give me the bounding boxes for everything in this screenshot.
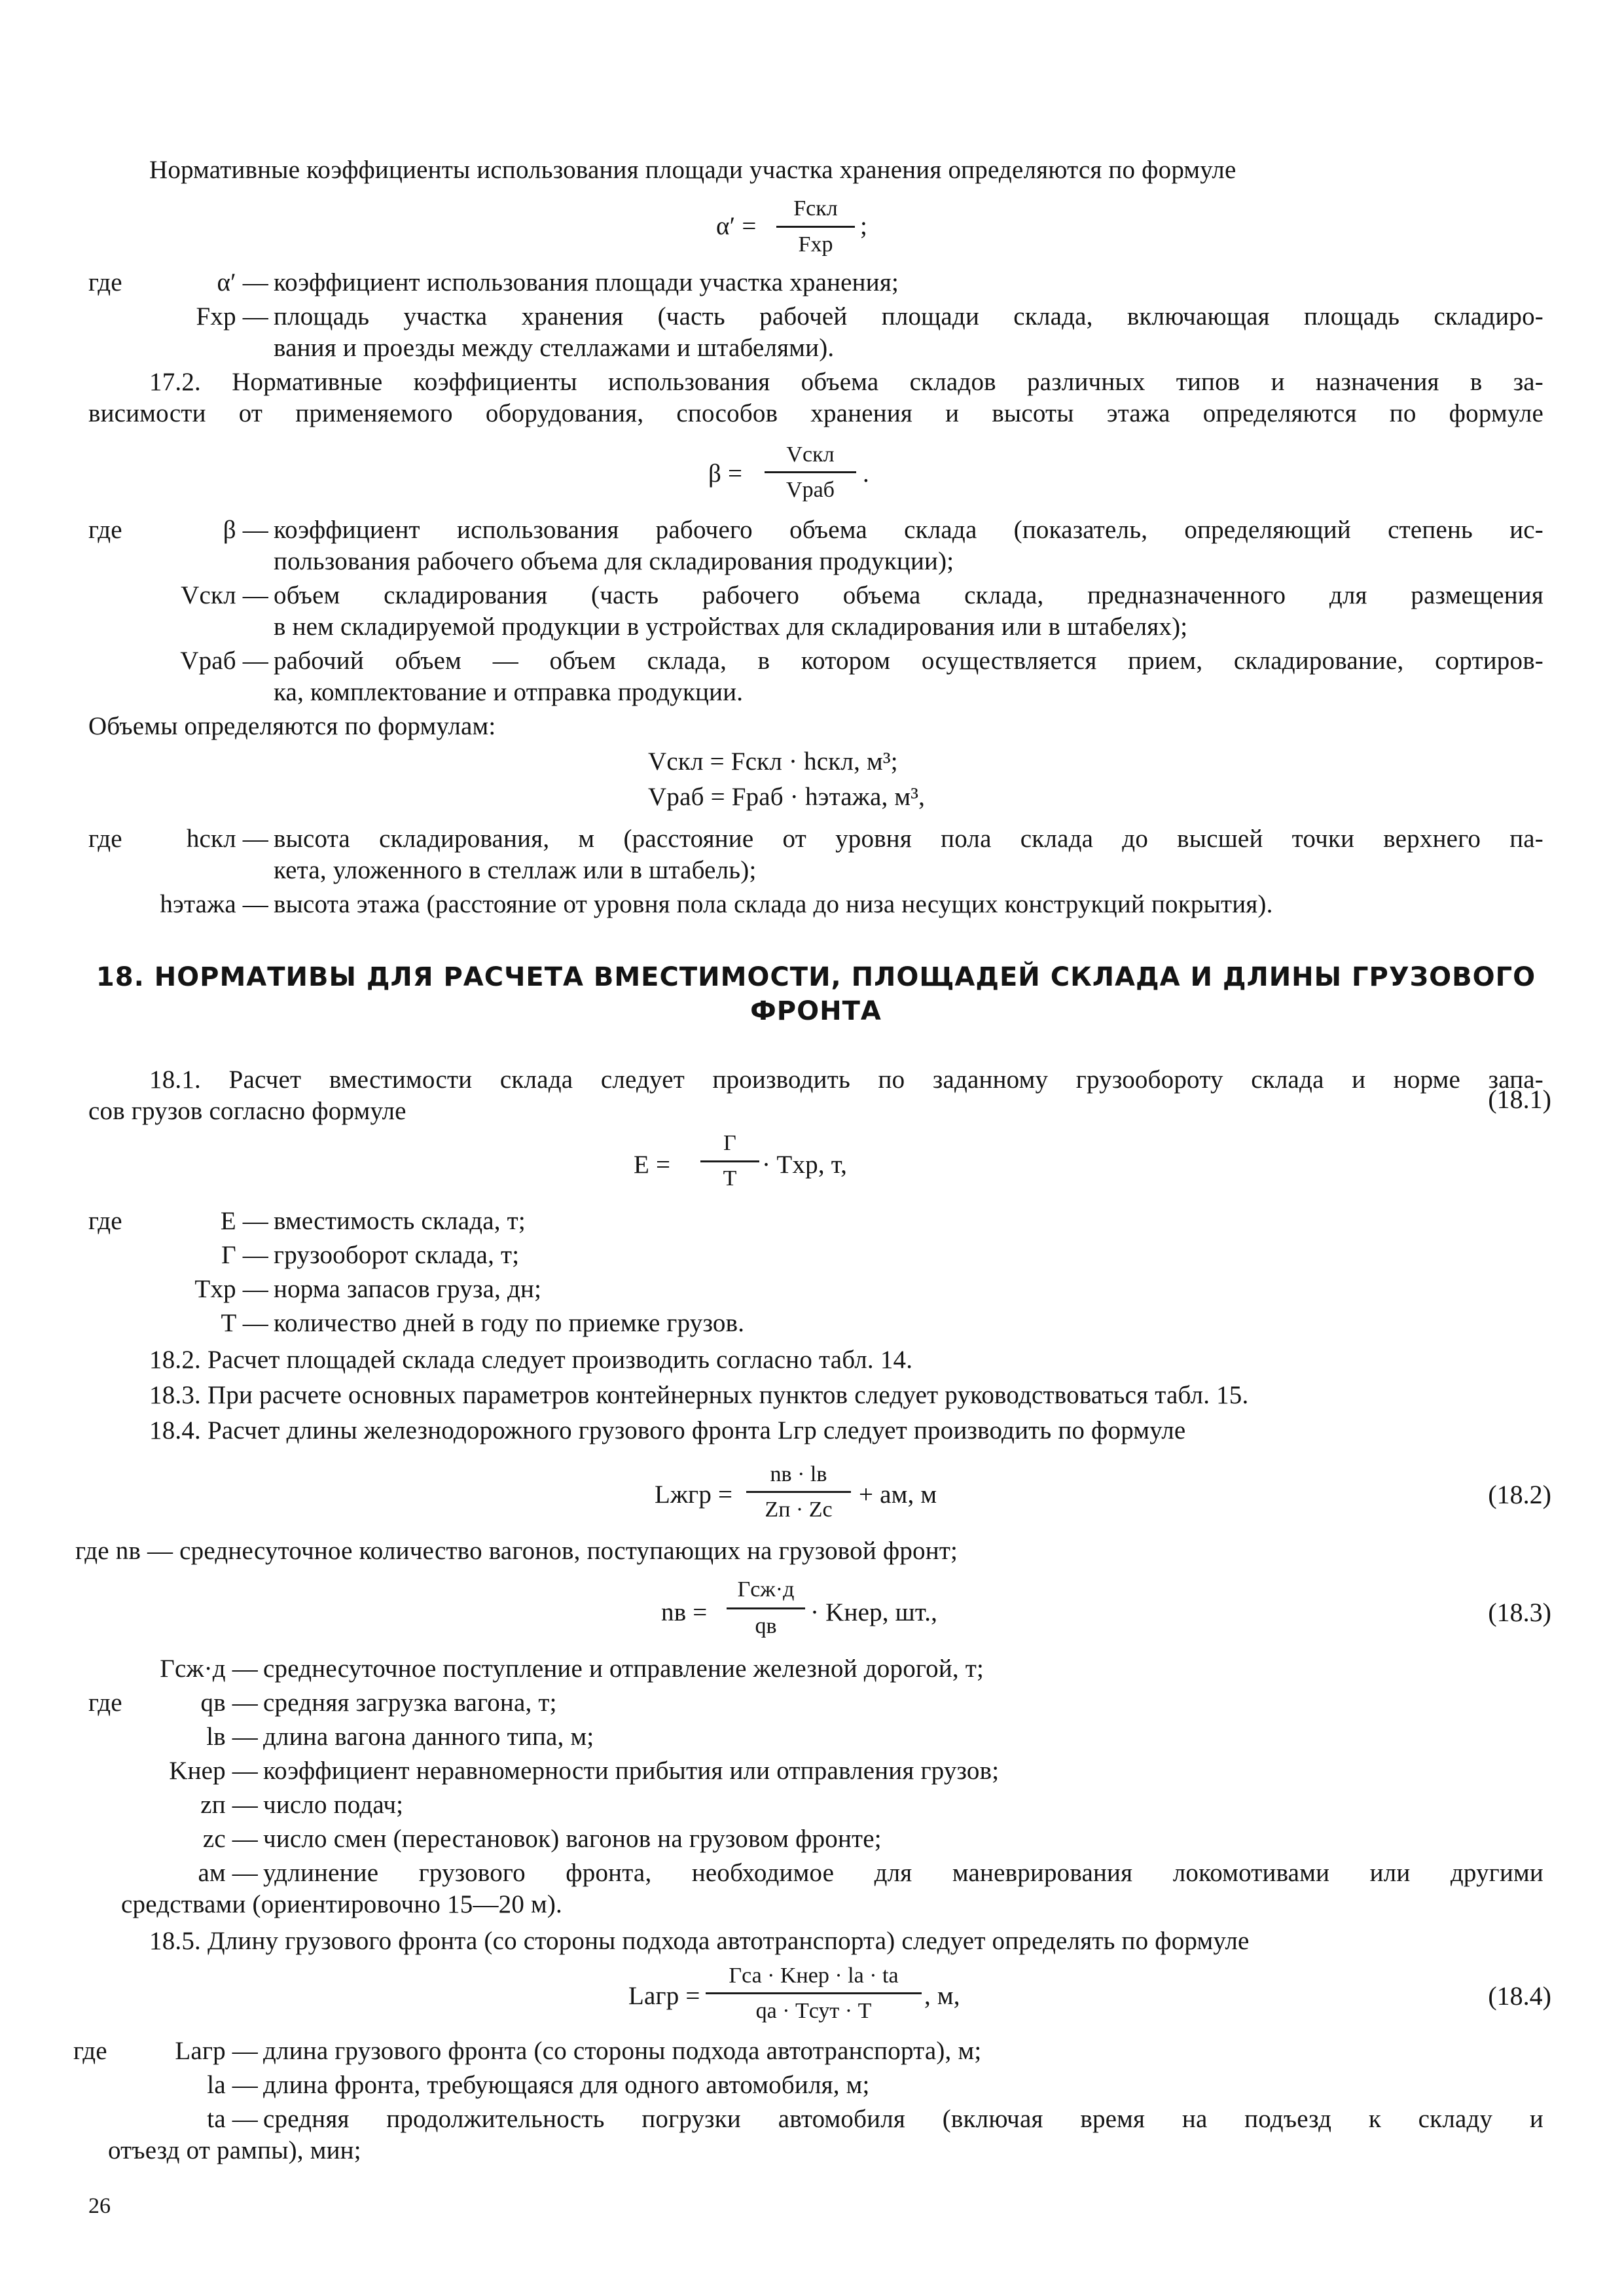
def-symbol: Vскл — (181, 581, 268, 609)
def-text-continued: ка, комплектование и отправка продукции. (274, 678, 744, 706)
where-label: где (88, 825, 122, 853)
page-number: 26 (88, 2194, 111, 2218)
equation-number: (18.3) (1488, 1598, 1551, 1627)
formula-alpha-fraction-bar (776, 226, 855, 228)
def-text: коэффициент неравномерности прибытия или отправления грузов; (263, 1757, 1000, 1785)
def-text: средняя продолжительность погрузки автомобиля (включая время на подъезд к складу и (263, 2105, 1543, 2133)
def-symbol: Vраб — (180, 647, 268, 675)
def-symbol: Fхр — (196, 302, 268, 331)
def-symbol: Kнер — (169, 1757, 258, 1785)
def-symbol: zс — (202, 1825, 258, 1853)
formula-beta-numerator: Vскл (786, 442, 835, 467)
def-symbol: T — (221, 1309, 268, 1337)
paragraph-17-2: 17.2. Нормативные коэффициенты использования объема складов различных типов и назначения в за- (149, 368, 1543, 396)
def-text-continued: пользования рабочего объема для складирования продукции); (274, 547, 954, 575)
formula-alpha-lhs: α′ = (716, 212, 757, 240)
formula-18-4-fraction-bar (706, 1992, 922, 1994)
def-text-continued: средствами (ориентировочно 15—20 м). (121, 1890, 563, 1918)
formula-alpha-tail: ; (860, 212, 868, 240)
section-heading: 18. НОРМАТИВЫ ДЛЯ РАСЧЕТА ВМЕСТИМОСТИ, ПЛОЩАДЕЙ СКЛАДА И ДЛИНЫ ГРУЗОВОГО (96, 962, 1536, 992)
paragraph-18-1: 18.1. Расчет вместимости склада следует производить по заданному грузообороту склада и норме запа- (149, 1066, 1543, 1094)
def-symbol: lв — (206, 1723, 258, 1751)
formula-volume-working: Vраб = Fраб · hэтажа, м³, (648, 783, 926, 811)
def-symbol: Гсж·д — (160, 1655, 258, 1683)
def-symbol: tа — (207, 2105, 258, 2133)
def-text-continued: кета, уложенного в стеллаж или в штабель); (274, 856, 757, 884)
def-text: число смен (перестановок) вагонов на грузовом фронте; (263, 1825, 882, 1853)
paragraph-18-2: 18.2. Расчет площадей склада следует производить согласно табл. 14. (149, 1346, 913, 1374)
formula-18-2-fraction-bar (746, 1491, 851, 1493)
def-symbol: qв — (200, 1689, 258, 1717)
where-nv-definition: где nв — среднесуточное количество вагонов, поступающих на грузовой фронт; (75, 1537, 958, 1565)
where-label: где (73, 2037, 107, 2065)
where-label: где (88, 268, 122, 296)
def-text: высота складирования, м (расстояние от уровня пола склада до высшей точки верхнего па- (274, 825, 1543, 853)
formula-18-1-numerator: Г (723, 1131, 736, 1155)
def-text: площадь участка хранения (часть рабочей площади склада, включающая площадь складиро- (274, 302, 1543, 331)
formula-beta-denominator: Vраб (786, 478, 835, 502)
def-text: длина вагона данного типа, м; (263, 1723, 594, 1751)
def-symbol: α′ — (217, 268, 268, 296)
equation-number: (18.4) (1488, 1981, 1551, 2011)
paragraph-17-2-continued: висимости от применяемого оборудования, способов хранения и высоты этажа определяются по формуле (88, 399, 1543, 427)
section-heading-continued: ФРОНТА (750, 996, 882, 1026)
paragraph-18-3: 18.3. При расчете основных параметров контейнерных пунктов следует руководствоваться табл. 15. (149, 1381, 1249, 1409)
formula-18-3-fraction-bar (727, 1607, 805, 1609)
paragraph-18-5: 18.5. Длину грузового фронта (со стороны подхода автотранспорта) следует определять по формуле (149, 1927, 1250, 1955)
equation-number: (18.1) (1488, 1085, 1551, 1114)
def-symbol: β — (223, 516, 268, 544)
formula-18-4-lhs: Lагр = (628, 1982, 700, 2010)
formula-18-3-lhs: nв = (661, 1598, 708, 1626)
formula-beta-lhs: β = (708, 459, 743, 488)
formula-18-1-denominator: T (723, 1166, 737, 1191)
formula-18-1-lhs: E = (634, 1151, 671, 1179)
def-text: норма запасов груза, дн; (274, 1275, 542, 1303)
formula-18-3-denominator: qв (755, 1614, 777, 1638)
def-text-continued: в нем складируемой продукции в устройствах для складирования или в штабелях); (274, 613, 1188, 641)
def-text: грузооборот склада, т; (274, 1241, 520, 1269)
def-symbol: E — (220, 1207, 268, 1235)
def-text: рабочий объем — объем склада, в котором осуществляется прием, складирование, сортиров- (274, 647, 1543, 675)
def-text: коэффициент использования рабочего объема склада (показатель, определяющий степень ис- (274, 516, 1543, 544)
def-text: объем складирования (часть рабочего объема склада, предназначенного для размещения (274, 581, 1543, 609)
formula-18-3-tail: · Kнер, шт., (810, 1598, 938, 1626)
formula-18-1-tail: · Tхр, т, (762, 1151, 848, 1179)
where-label: где (88, 1689, 122, 1717)
def-text: высота этажа (расстояние от уровня пола склада до низа несущих конструкций покрытия). (274, 890, 1273, 918)
formula-alpha-numerator: Fскл (793, 196, 838, 221)
formula-18-2-numerator: nв · lв (770, 1462, 827, 1486)
def-text: средняя загрузка вагона, т; (263, 1689, 557, 1717)
def-text: среднесуточное поступление и отправление железной дорогой, т; (263, 1655, 984, 1683)
def-symbol: aм — (198, 1859, 258, 1887)
def-symbol: hскл — (186, 825, 268, 853)
def-symbol: Lагр — (175, 2037, 258, 2065)
def-text: количество дней в году по приемке грузов. (274, 1309, 745, 1337)
formula-18-4-tail: , м, (924, 1982, 960, 2010)
formula-18-2-lhs: Lжгр = (655, 1480, 733, 1509)
paragraph-18-1-continued: сов грузов согласно формуле (88, 1097, 406, 1125)
def-text: удлинение грузового фронта, необходимое для маневрирования локомотивами или другими (263, 1859, 1543, 1887)
formula-beta-fraction-bar (765, 471, 856, 473)
def-text-continued: отъезд от рампы), мин; (108, 2136, 361, 2164)
def-text-continued: вания и проезды между стеллажами и штабелями). (274, 334, 835, 362)
formula-18-4-numerator: Гса · Kнер · lа · tа (729, 1964, 899, 1988)
formula-18-2-tail: + aм, м (859, 1480, 937, 1509)
paragraph-18-4: 18.4. Расчет длины железнодорожного грузового фронта Lгр следует производить по формуле (149, 1416, 1186, 1444)
intro-text: Нормативные коэффициенты использования площади участка хранения определяются по формуле (149, 156, 1236, 184)
formula-18-4-denominator: qа · Tсут · T (755, 1999, 872, 2023)
formula-18-1-fraction-bar (700, 1160, 759, 1162)
volumes-intro: Объемы определяются по формулам: (88, 712, 496, 740)
formula-18-2-denominator: Zп · Zс (765, 1498, 833, 1522)
formula-18-3-numerator: Гсж·д (737, 1577, 795, 1602)
where-label: где (88, 1207, 122, 1235)
def-symbol: Tхр — (194, 1275, 268, 1303)
equation-number: (18.2) (1488, 1480, 1551, 1509)
def-text: длина фронта, требующаяся для одного автомобиля, м; (263, 2071, 870, 2099)
def-text: вместимость склада, т; (274, 1207, 526, 1235)
formula-beta-tail: . (863, 459, 869, 488)
def-symbol: lа — (207, 2071, 258, 2099)
def-symbol: hэтажа — (160, 890, 268, 918)
def-text: число подач; (263, 1791, 404, 1819)
def-symbol: Г — (221, 1241, 268, 1269)
def-text: длина грузового фронта (со стороны подхода автотранспорта), м; (263, 2037, 982, 2065)
def-text: коэффициент использования площади участка хранения; (274, 268, 899, 296)
formula-volume-storage: Vскл = Fскл · hскл, м³; (648, 747, 898, 776)
formula-alpha-denominator: Fхр (798, 232, 833, 257)
where-label: где (88, 516, 122, 544)
def-symbol: zп — (200, 1791, 258, 1819)
